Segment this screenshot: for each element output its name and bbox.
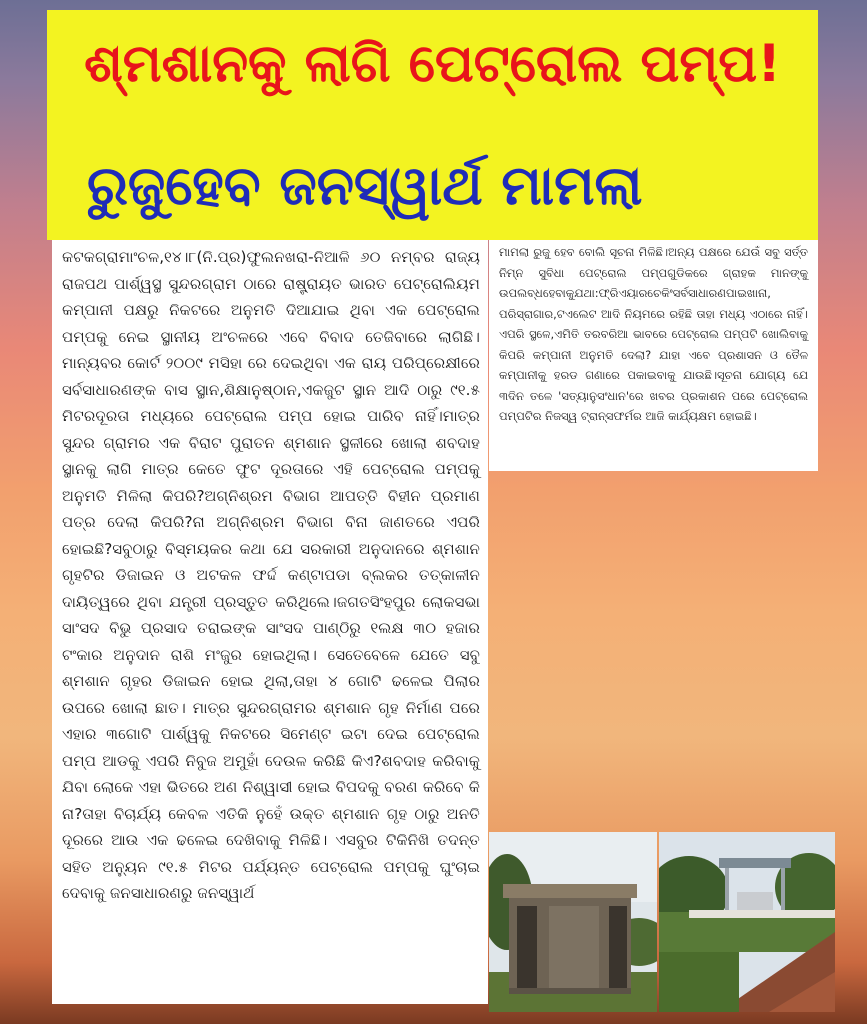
article-main-column <box>52 240 488 1004</box>
article-continuation: ମାମଲା ରୁଜୁ ହେବ ବୋଲି ସୂଚନା ମିଳିଛି।ଅନ୍ୟ ପକ୍ଷରେ ଯେଉଁ ସବୁ ସର୍ତ୍ତ ନିମ୍ନ ସୁବିଧା ପେଟ୍ରୋଲ ପମ୍ପଗୁଡିକରେ ଗ୍ରାହକ ମାନଙ୍କୁ ଉପଲବ୍ଧହେବାକୁଯଥା:ଫ୍ରିଏୟାରଚେକିଂସର୍ବସାଧାରଣପାଇଖାନା, ପରିସ୍ରାଗାର,ଟଏଲେଟ ଆଦି ନିୟମରେ ରହିଛି ତାହା ମଧ୍ୟ ଏଠାରେ ନାହିଁ।ଏପରି ସ୍ଥଳେ,ଏମିତି ତରବରିଆ ଭାବରେ ପେଟ୍ରୋଲ ପମ୍ପଟି ଖୋଲିବାକୁ କିପରି କମ୍ପାନୀ ଅନୁମତି ଦେଲା? ଯାହା ଏବେ ପ୍ରଶାସନ ଓ ତୈଳ କମ୍ପାନୀକୁ ହରଡ ଗଣାରେ ପକାଇବାକୁ ଯାଉଛି।ସୂଚନା ଯୋଗ୍ୟ ଯେ ୩ଦିନ ତଳେ 'ସତ୍ୟାନୁସଂଧାନ'ରେ ଖବର ପ୍ରକାଶନ ପରେ ପେଟ୍ରୋଲ ପମ୍ପଟିର ନିଜସ୍ୱ ଟ୍ରାନ୍ସଫର୍ମର ଆଜି କାର୍ଯ୍ୟକ୍ଷମ ହୋଇଛି। <box>499 245 808 423</box>
headline-secondary: ରୁଜୁହେବ ଜନସ୍ୱାର୍ଥ ମାମଲା <box>87 154 643 217</box>
petrol-pump-illustration <box>659 832 835 1012</box>
article-side-column <box>489 240 818 471</box>
headline-primary: ଶ୍ମଶାନକୁ ଲାଗି ପେଟ୍ରୋଲ ପମ୍ପ! <box>84 34 781 94</box>
article-body: କଟକଗ୍ରାମାଂଚଳ,୧୪।୮(ନି.ପ୍ର)ଫୁଲନଖରା-ନିଆଳି ୬୦ ନମ୍ବର ରାଜ୍ୟ ରାଜପଥ ପାର୍ଶ୍ୱସ୍ଥ ସୁନ୍ଦରଗ୍ରାମ ଠାରେ ରାଷ୍ଟ୍ରାୟତ ଭାରତ ପେଟ୍ରୋଲିୟମ କମ୍ପାନୀ ପକ୍ଷରୁ ନିକଟରେ ଅନୁମତି ଦିଆଯାଇ ଥିବା ଏକ ପେଟ୍ରୋଲ ପମ୍ପକୁ ନେଇ ସ୍ଥାନୀୟ ଅଂଚଳରେ ଏବେ ବିବାଦ ତେଜିବାରେ ଲାଗିଛି।ମାନ୍ୟବର କୋର୍ଟ ୨୦୦୯ ମସିହା ରେ ଦେଇଥିବା ଏକ ରାୟ ପରିପ୍ରେକ୍ଷୀରେ ସର୍ବସାଧାରଣଙ୍କ ବାସ ସ୍ଥାନ,ଶିକ୍ଷାନୁଷ୍ଠାନ,ଏକଜୁଟ ସ୍ଥାନ ଆଦି ଠାରୁ ୯୧.୫ ମିଟରଦୂରତା ମଧ୍ୟରେ ପେଟ୍ରୋଲ ପମ୍ପ ହୋଇ ପାରିବ ନାହିଁ।ମାତ୍ର ସୁନ୍ଦର ଗ୍ରାମର ଏକ ବିରାଟ ପୁରାତନ ଶ୍ମଶାନ ସ୍ଥଳୀରେ ଖୋଲା ଶବଦାହ ସ୍ଥାନକୁ ଲାଗି ମାତ୍ର କେତେ ଫୁଟ ଦୂରତାରେ ଏହି ପେଟ୍ରୋଲ ପମ୍ପକୁ ଅନୁମତି ମିଳିଲା କିପରି?ଅଗ୍ନିଶ୍ରମ ବିଭାଗ ଆପତ୍ତି ବିହୀନ ପ୍ରମାଣ ପତ୍ର ଦେଲା କିପରି?ନା ଅଗ୍ନିଶ୍ରମ ବିଭାଗ ବିନା ଜାଣତରେ ଏପରି ହୋଇଛି?ସବୁଠାରୁ ବିସ୍ମୟକର କଥା ଯେ ସରକାରୀ ଅନୁଦାନରେ ଶ୍ମଶାନ ଗୃହଟିର ଡିଜାଇନ ଓ ଅଟକଳ ଫର୍ଦ୍ଦ କଣ୍ଟାପଡା ବ୍ଲକର ତତ୍କାଳୀନ ଦାୟିତ୍ୱରେ ଥିବା ଯନ୍ତ୍ରୀ ପ୍ରସ୍ତୁତ କରିଥିଲେ।ଜଗତସିଂହପୁର ଲୋକସଭା ସାଂସଦ ବିଭୁ ପ୍ରସାଦ ତରାଇଙ୍କ ସାଂସଦ ପାଣ୍ଠିରୁ ୧ଲକ୍ଷ ୩୦ ହଜାର ଟଂକାର ଅନୁଦାନ ରାଶି ମଂଜୁର ହୋଇଥିଲା। ସେତେବେଳେ ଯେତେ ସବୁ ଶ୍ମଶାନ ଗୃହର ଡିଜାଇନ ହୋଇ ଥିଲା,ତାହା ୪ ଗୋଟି ଢଳେଇ ପିଲାର ଉପରେ ଖୋଲା ଛାତ। ମାତ୍ର ସୁନ୍ଦରଗ୍ରାମର ଶ୍ମଶାନ ଗୃହ ନିର୍ମାଣ ପରେ ଏହାର ୩ଗୋଟି ପାର୍ଶ୍ୱକୁ ନିକଟରେ ସିମେଣ୍ଟ ଇଟା ଦେଇ ପେଟ୍ରୋଲ ପମ୍ପ ଆଡକୁ ଏପରି ନିବୁଜ ଅମୁହାଁ ଦେଉଳ କରିଛି କିଏ?ଶବଦାହ କରିବାକୁ ଯିବା ଲୋକେ ଏହା ଭିତରେ ଅଣ ନିଶ୍ୱାସୀ ହୋଇ ବିପଦକୁ ବରଣ କରିବେ କି ନା?ତାହା ବିଚାର୍ଯ୍ୟ କେବଳ ଏତିକି ନୁହେଁ ଉକ୍ତ ଶ୍ମଶାନ ଗୃହ ଠାରୁ ଅନତି ଦୂରରେ ଆଉ ଏକ ଢଳେଇ ଦେଖିବାକୁ ମିଳିଛି। ଏସବୁର ଟିକିନିଖି ତଦନ୍ତ ସହିତ ଅନ୍ୟୁନ ୯୧.୫ ମିଟର ପର୍ଯ୍ୟନ୍ତ ପେଟ୍ରୋଲ ପମ୍ପକୁ ଘୁଂଚାଇ ଦେବାକୁ ଜନସାଧାରଣରୁ ଜନସ୍ୱାର୍ଥ <box>62 248 480 902</box>
headline-banner <box>47 10 818 240</box>
cremation-shed-photo <box>489 832 657 1012</box>
cremation-shed-illustration <box>489 832 657 1012</box>
petrol-pump-photo <box>659 832 835 1012</box>
